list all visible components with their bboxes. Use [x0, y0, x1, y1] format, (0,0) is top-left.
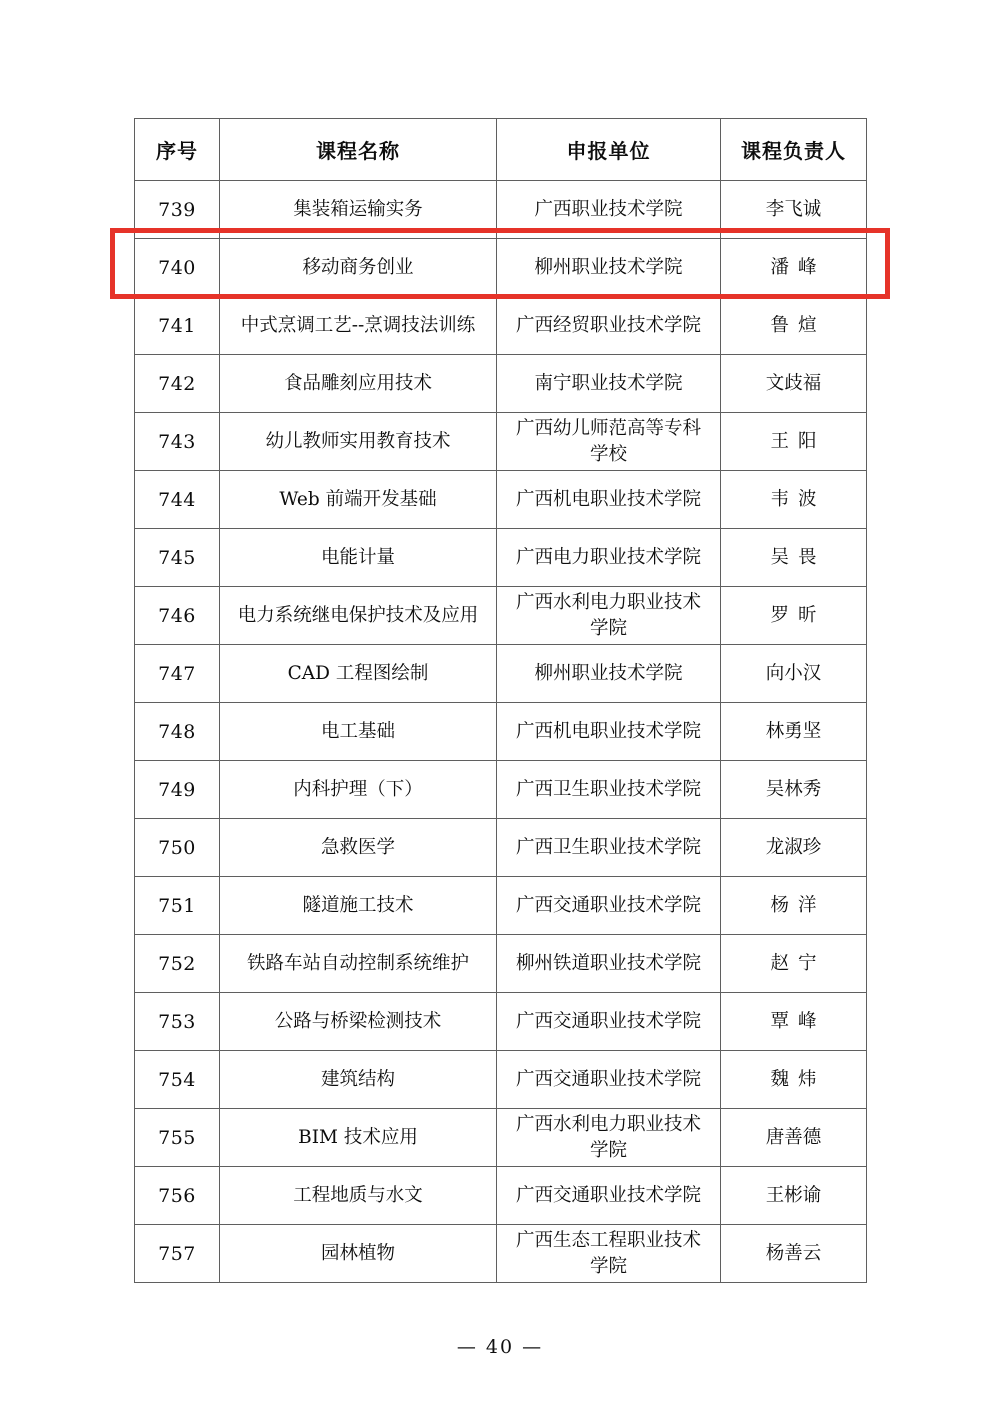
cell-serial-number: 746: [135, 587, 220, 645]
owner-name-spaced: 覃峰: [770, 1010, 826, 1032]
cell-course-name: 电工基础: [220, 703, 497, 761]
cell-course-name: Web 前端开发基础: [220, 471, 497, 529]
applicant-unit-text: 广西职业技术学院: [534, 198, 683, 220]
owner-name: 林勇坚: [765, 720, 822, 742]
owner-name: 杨善云: [765, 1242, 822, 1264]
owner-name-spaced: 赵宁: [770, 952, 826, 974]
table-row: [135, 413, 867, 471]
cell-course-owner: [721, 1225, 867, 1283]
applicant-unit-text: 柳州铁道职业技术学院: [515, 952, 701, 974]
table-row: [135, 1225, 867, 1283]
course-list-table: [134, 118, 867, 1283]
applicant-unit-text: 广西水利电力职业技术学院: [515, 1113, 701, 1161]
cell-serial-number: 742: [135, 355, 220, 413]
cell-serial-number: 753: [135, 993, 220, 1051]
page-number-footer: — 40 —: [456, 1336, 544, 1358]
cell-serial-number: 749: [135, 761, 220, 819]
applicant-unit-text: 广西交通职业技术学院: [515, 894, 701, 916]
column-header-serial-number: 序号: [135, 119, 220, 181]
cell-applicant-unit: [497, 471, 721, 529]
cell-course-owner: [721, 471, 867, 529]
owner-name-spaced: 王阳: [770, 430, 826, 452]
cell-applicant-unit: [497, 761, 721, 819]
cell-course-name: 内科护理（下）: [220, 761, 497, 819]
cell-course-name: 集装箱运输实务: [220, 181, 497, 239]
cell-course-name: 食品雕刻应用技术: [220, 355, 497, 413]
owner-name: 吴林秀: [765, 778, 822, 800]
cell-course-owner: [721, 413, 867, 471]
table-header: [135, 119, 867, 181]
column-header-course-name: 课程名称: [220, 119, 497, 181]
table-row: [135, 471, 867, 529]
cell-applicant-unit: [497, 1225, 721, 1283]
table-row: [135, 1051, 867, 1109]
table-row: [135, 239, 867, 297]
applicant-unit-text: 柳州职业技术学院: [534, 256, 683, 278]
owner-name: 文歧福: [765, 372, 822, 394]
cell-applicant-unit: [497, 529, 721, 587]
cell-course-owner: [721, 355, 867, 413]
table-row: [135, 935, 867, 993]
cell-course-name: 建筑结构: [220, 1051, 497, 1109]
applicant-unit-text: 广西水利电力职业技术学院: [515, 591, 701, 639]
cell-course-owner: [721, 877, 867, 935]
cell-applicant-unit: [497, 181, 721, 239]
cell-course-owner: [721, 239, 867, 297]
table-row: [135, 181, 867, 239]
cell-serial-number: 741: [135, 297, 220, 355]
cell-course-name: 中式烹调工艺--烹调技法训练: [220, 297, 497, 355]
owner-name-spaced: 魏炜: [770, 1068, 826, 1090]
owner-name-spaced: 韦波: [770, 488, 826, 510]
cell-course-owner: [721, 1167, 867, 1225]
cell-applicant-unit: [497, 877, 721, 935]
owner-name: 李飞诚: [765, 198, 822, 220]
cell-course-owner: [721, 529, 867, 587]
cell-serial-number: 751: [135, 877, 220, 935]
owner-name-spaced: 罗昕: [770, 604, 826, 626]
cell-course-name: 急救医学: [220, 819, 497, 877]
cell-course-name: 电力系统继电保护技术及应用: [220, 587, 497, 645]
cell-serial-number: 740: [135, 239, 220, 297]
cell-serial-number: 757: [135, 1225, 220, 1283]
cell-applicant-unit: [497, 1167, 721, 1225]
cell-course-owner: [721, 761, 867, 819]
cell-course-owner: [721, 993, 867, 1051]
applicant-unit-text: 广西幼儿师范高等专科学校: [515, 417, 701, 465]
owner-name: 王彬谕: [765, 1184, 822, 1206]
cell-applicant-unit: [497, 819, 721, 877]
applicant-unit-text: 广西交通职业技术学院: [515, 1010, 701, 1032]
table-row: [135, 993, 867, 1051]
cell-course-name: 电能计量: [220, 529, 497, 587]
cell-serial-number: 748: [135, 703, 220, 761]
cell-course-name: CAD 工程图绘制: [220, 645, 497, 703]
cell-serial-number: 747: [135, 645, 220, 703]
cell-serial-number: 750: [135, 819, 220, 877]
table-row: [135, 703, 867, 761]
table-row: [135, 529, 867, 587]
table-row: [135, 1167, 867, 1225]
column-header-applicant-unit: 申报单位: [497, 119, 721, 181]
cell-serial-number: 752: [135, 935, 220, 993]
cell-applicant-unit: [497, 297, 721, 355]
owner-name: 唐善德: [765, 1126, 822, 1148]
applicant-unit-text: 广西卫生职业技术学院: [515, 778, 701, 800]
cell-applicant-unit: [497, 1109, 721, 1167]
table-row: [135, 1109, 867, 1167]
cell-course-name: 铁路车站自动控制系统维护: [220, 935, 497, 993]
table-row: [135, 587, 867, 645]
cell-course-owner: [721, 935, 867, 993]
cell-course-owner: [721, 703, 867, 761]
table-row: [135, 877, 867, 935]
owner-name-spaced: 吴畏: [770, 546, 826, 568]
table-row: [135, 355, 867, 413]
applicant-unit-text: 广西机电职业技术学院: [515, 720, 701, 742]
cell-course-name: 隧道施工技术: [220, 877, 497, 935]
cell-applicant-unit: [497, 587, 721, 645]
applicant-unit-text: 广西交通职业技术学院: [515, 1068, 701, 1090]
cell-course-name: 幼儿教师实用教育技术: [220, 413, 497, 471]
column-header-course-owner: 课程负责人: [721, 119, 867, 181]
applicant-unit-text: 柳州职业技术学院: [534, 662, 683, 684]
applicant-unit-text: 广西卫生职业技术学院: [515, 836, 701, 858]
owner-name: 龙淑珍: [765, 836, 822, 858]
cell-course-owner: [721, 819, 867, 877]
applicant-unit-text: 广西机电职业技术学院: [515, 488, 701, 510]
cell-course-name: 园林植物: [220, 1225, 497, 1283]
cell-serial-number: 743: [135, 413, 220, 471]
table-row: [135, 819, 867, 877]
cell-course-name: 移动商务创业: [220, 239, 497, 297]
cell-serial-number: 756: [135, 1167, 220, 1225]
owner-name-spaced: 鲁煊: [770, 314, 826, 336]
applicant-unit-text: 广西生态工程职业技术学院: [515, 1229, 701, 1277]
table-row: [135, 645, 867, 703]
cell-course-name: 公路与桥梁检测技术: [220, 993, 497, 1051]
cell-course-owner: [721, 181, 867, 239]
table-row: [135, 761, 867, 819]
cell-serial-number: 754: [135, 1051, 220, 1109]
cell-applicant-unit: [497, 935, 721, 993]
applicant-unit-text: 南宁职业技术学院: [534, 372, 683, 394]
cell-applicant-unit: [497, 239, 721, 297]
cell-serial-number: 744: [135, 471, 220, 529]
cell-course-owner: [721, 297, 867, 355]
cell-course-owner: [721, 645, 867, 703]
applicant-unit-text: 广西电力职业技术学院: [515, 546, 701, 568]
cell-course-name: 工程地质与水文: [220, 1167, 497, 1225]
cell-applicant-unit: [497, 413, 721, 471]
table-header-row: [135, 119, 867, 181]
owner-name-spaced: 杨洋: [770, 894, 826, 916]
table-row: [135, 297, 867, 355]
cell-applicant-unit: [497, 1051, 721, 1109]
cell-serial-number: 745: [135, 529, 220, 587]
owner-name: 向小汉: [765, 662, 822, 684]
cell-applicant-unit: [497, 645, 721, 703]
cell-applicant-unit: [497, 993, 721, 1051]
cell-course-name: BIM 技术应用: [220, 1109, 497, 1167]
course-list-table-container: [134, 118, 866, 1283]
applicant-unit-text: 广西交通职业技术学院: [515, 1184, 701, 1206]
cell-course-owner: [721, 587, 867, 645]
cell-applicant-unit: [497, 703, 721, 761]
cell-serial-number: 755: [135, 1109, 220, 1167]
cell-serial-number: 739: [135, 181, 220, 239]
cell-applicant-unit: [497, 355, 721, 413]
owner-name-spaced: 潘峰: [770, 256, 826, 278]
cell-course-owner: [721, 1109, 867, 1167]
table-body: [135, 181, 867, 1283]
applicant-unit-text: 广西经贸职业技术学院: [515, 314, 701, 336]
cell-course-owner: [721, 1051, 867, 1109]
